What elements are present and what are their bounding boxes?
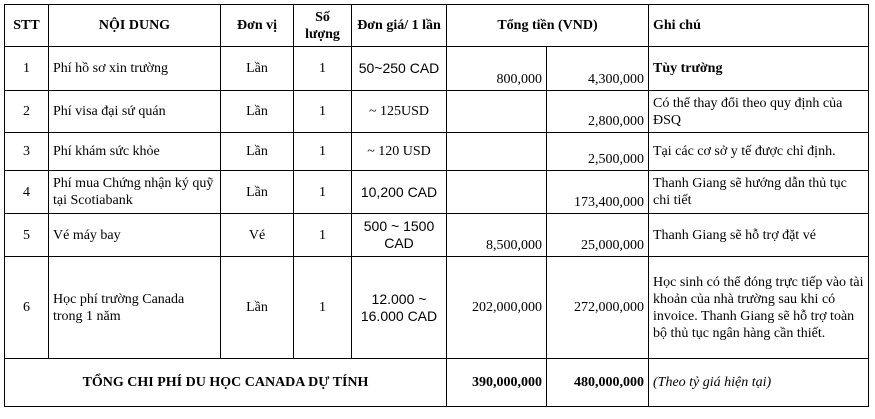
row-content: Vé máy bay xyxy=(49,214,221,257)
row-unit: Lần xyxy=(221,91,294,133)
table-row xyxy=(5,47,869,91)
row-qty: 1 xyxy=(294,91,352,133)
row-amount-b: 25,000,000 xyxy=(547,214,649,257)
row-price: ~ 120 USD xyxy=(352,133,447,171)
row-price: ~ 125USD xyxy=(352,91,447,133)
header-note: Ghi chú xyxy=(649,5,869,47)
row-amount-b: 2,500,000 xyxy=(547,133,649,171)
row-amount-a xyxy=(447,133,547,171)
row-price: 12.000 ~ 16.000 CAD xyxy=(352,257,447,359)
row-amount-a: 202,000,000 xyxy=(447,257,547,359)
table-row xyxy=(5,133,869,171)
row-unit: Lần xyxy=(221,171,294,214)
header-unit: Đơn vị xyxy=(221,5,294,47)
row-qty: 1 xyxy=(294,171,352,214)
table-row xyxy=(5,257,869,359)
row-amount-b: 272,000,000 xyxy=(547,257,649,359)
row-note: Tùy trường xyxy=(649,47,869,91)
row-amount-a xyxy=(447,171,547,214)
row-amount-b: 2,800,000 xyxy=(547,91,649,133)
header-stt: STT xyxy=(5,5,49,47)
row-stt: 6 xyxy=(5,257,49,359)
row-qty: 1 xyxy=(294,133,352,171)
row-unit: Vé xyxy=(221,214,294,257)
row-unit: Lần xyxy=(221,257,294,359)
total-row xyxy=(5,359,869,407)
total-label: TỔNG CHI PHÍ DU HỌC CANADA DỰ TÍNH xyxy=(5,359,447,407)
row-qty: 1 xyxy=(294,47,352,91)
row-stt: 1 xyxy=(5,47,49,91)
cost-table xyxy=(4,4,869,407)
table-row xyxy=(5,91,869,133)
row-note: Học sinh có thể đóng trực tiếp vào tài khoản của nhà trường sau khi có invoice. Thanh Giang sẽ hỗ trợ toàn bộ thủ tục ngân hàng cần thiết. xyxy=(649,257,869,359)
header-qty: Số lượng xyxy=(294,5,352,47)
row-amount-b: 4,300,000 xyxy=(547,47,649,91)
row-stt: 2 xyxy=(5,91,49,133)
row-price: 50~250 CAD xyxy=(352,47,447,91)
table-row xyxy=(5,171,869,214)
header-row xyxy=(5,5,869,47)
row-price: 500 ~ 1500 CAD xyxy=(352,214,447,257)
row-unit: Lần xyxy=(221,133,294,171)
row-qty: 1 xyxy=(294,257,352,359)
row-amount-a: 800,000 xyxy=(447,47,547,91)
header-content: NỘI DUNG xyxy=(49,5,221,47)
row-amount-a: 8,500,000 xyxy=(447,214,547,257)
row-stt: 3 xyxy=(5,133,49,171)
total-note: (Theo tỷ giá hiện tại) xyxy=(649,359,869,407)
header-total: Tổng tiền (VND) xyxy=(447,5,649,47)
total-amount-b: 480,000,000 xyxy=(547,359,649,407)
row-content: Phí hồ sơ xin trường xyxy=(49,47,221,91)
row-stt: 4 xyxy=(5,171,49,214)
total-amount-a: 390,000,000 xyxy=(447,359,547,407)
row-content: Phí mua Chứng nhận ký quỹ tại Scotiabank xyxy=(49,171,221,214)
header-unit-price: Đơn giá/ 1 lần xyxy=(352,5,447,47)
row-note: Tại các cơ sở y tế được chỉ định. xyxy=(649,133,869,171)
row-qty: 1 xyxy=(294,214,352,257)
row-content: Phí khám sức khỏe xyxy=(49,133,221,171)
row-amount-a xyxy=(447,91,547,133)
row-content: Phí visa đại sứ quán xyxy=(49,91,221,133)
row-note: Có thể thay đổi theo quy định của ĐSQ xyxy=(649,91,869,133)
table-row xyxy=(5,214,869,257)
row-amount-b: 173,400,000 xyxy=(547,171,649,214)
row-unit: Lần xyxy=(221,47,294,91)
row-note: Thanh Giang sẽ hỗ trợ đặt vé xyxy=(649,214,869,257)
row-content: Học phí trường Canada trong 1 năm xyxy=(49,257,221,359)
row-price: 10,200 CAD xyxy=(352,171,447,214)
row-stt: 5 xyxy=(5,214,49,257)
row-note: Thanh Giang sẽ hướng dẫn thủ tục chi tiết xyxy=(649,171,869,214)
